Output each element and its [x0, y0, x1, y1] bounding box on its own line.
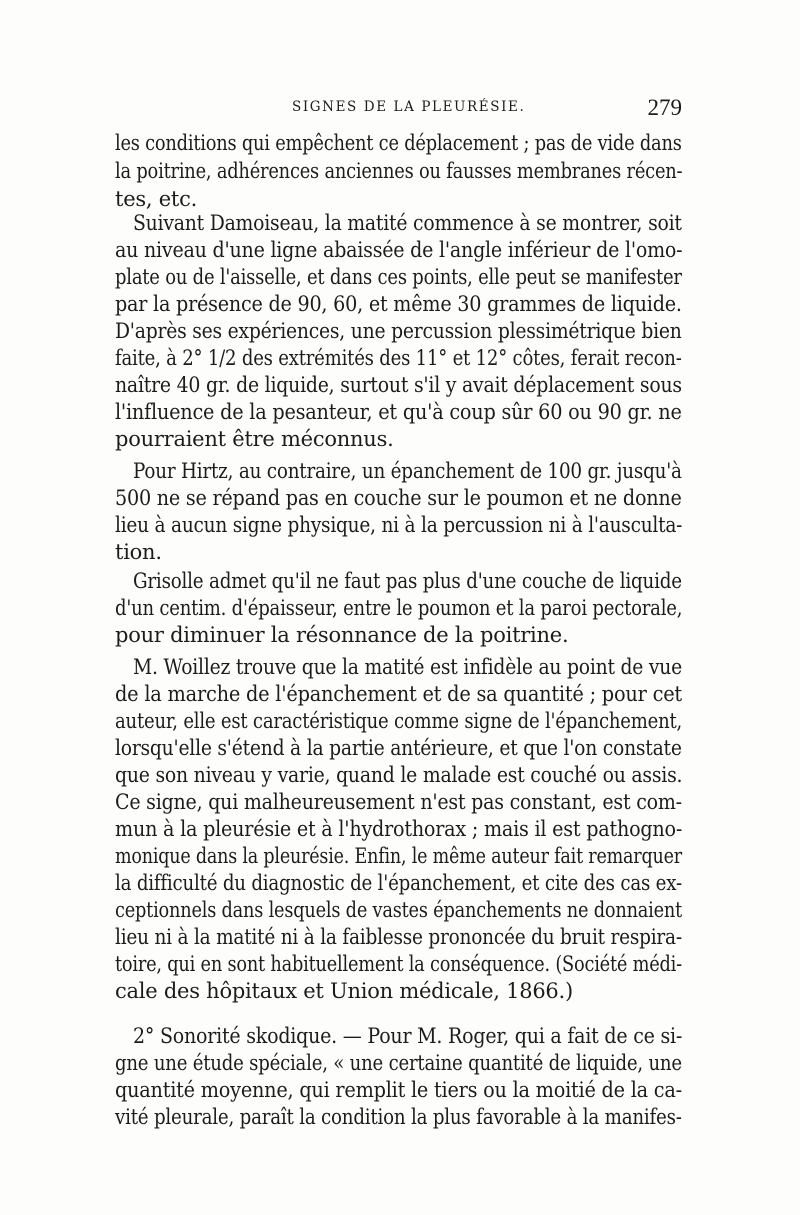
text-line: pourraient être méconnus. — [115, 427, 394, 451]
text-line: l'influence de la pesanteur, et qu'à coup sûr 60 ou 90 gr. ne — [115, 400, 682, 424]
text-line: tion. — [115, 540, 162, 564]
running-title: SIGNES DE LA PLEURÉSIE. — [292, 99, 526, 115]
text-line: plate ou de l'aisselle, et dans ces points, elle peut se manifester — [115, 265, 682, 289]
page-number: 279 — [647, 95, 682, 120]
paragraph-start-line: 2° Sonorité skodique. — Pour M. Roger, qui a fait de ce si- — [133, 1024, 683, 1048]
text-line: gne une étude spéciale, « une certaine quantité de liquide, une — [115, 1051, 682, 1075]
text-line: mun à la pleurésie et à l'hydrothorax ; mais il est pathogno- — [115, 817, 683, 841]
text-line: quantité moyenne, qui remplit le tiers ou la moitié de la ca- — [115, 1078, 682, 1102]
text-line: lieu ni à la matité ni à la faiblesse prononcée du bruit respira- — [115, 925, 682, 949]
text-line: vité pleurale, paraît la condition la plus favorable à la manifes- — [115, 1105, 682, 1129]
text-line: de la marche de l'épanchement et de sa quantité ; pour cet — [115, 682, 682, 706]
text-line: D'après ses expériences, une percussion plessimétrique bien — [115, 319, 682, 343]
text-line: par la présence de 90, 60, et même 30 grammes de liquide. — [115, 292, 682, 316]
paragraph-start-line: M. Woillez trouve que la matité est infidèle au point de vue — [133, 655, 682, 679]
text-line: cale des hôpitaux et Union médicale, 1866.) — [115, 979, 573, 1003]
paragraph-start-line: Grisolle admet qu'il ne faut pas plus d'une couche de liquide — [133, 569, 682, 593]
text-line: la poitrine, adhérences anciennes ou fausses membranes récen- — [115, 159, 683, 183]
text-line: lieu à aucun signe physique, ni à la percussion ni à l'ausculta- — [115, 513, 683, 537]
text-line: que son niveau y varie, quand le malade est couché ou assis. — [115, 763, 683, 787]
paragraph-start-line: Pour Hirtz, au contraire, un épanchement de 100 gr. jusqu'à — [133, 459, 682, 483]
text-line: 500 ne se répand pas en couche sur le poumon et ne donne — [115, 486, 682, 510]
text-line: lorsqu'elle s'étend à la partie antérieure, et que l'on constate — [115, 736, 682, 760]
text-line: faite, à 2° 1/2 des extrémités des 11° et 12° côtes, ferait recon- — [115, 346, 682, 370]
text-line: tes, etc. — [115, 187, 198, 211]
text-line: naître 40 gr. de liquide, surtout s'il y avait déplacement sous — [115, 373, 682, 397]
text-line: d'un centim. d'épaisseur, entre le poumon et la paroi pectorale, — [115, 596, 683, 620]
text-line: les conditions qui empêchent ce déplacement ; pas de vide dans — [115, 131, 682, 155]
paragraph-start-line: Suivant Damoiseau, la matité commence à se montrer, soit — [133, 211, 682, 235]
text-line: Ce signe, qui malheureusement n'est pas constant, est com- — [115, 790, 682, 814]
text-line: auteur, elle est caractéristique comme signe de l'épanchement, — [115, 709, 683, 733]
text-line: pour diminuer la résonnance de la poitrine. — [115, 623, 569, 647]
running-head — [112, 97, 682, 125]
text-line: toire, qui en sont habituellement la conséquence. (Société médi- — [115, 952, 682, 976]
text-line: au niveau d'une ligne abaissée de l'angle inférieur de l'omo- — [115, 238, 683, 262]
text-line: la difficulté du diagnostic de l'épanchement, et cite des cas ex- — [115, 871, 682, 895]
text-line: monique dans la pleurésie. Enfin, le même auteur fait remarquer — [115, 844, 682, 868]
text-line: ceptionnels dans lesquels de vastes épanchements ne donnaient — [115, 898, 683, 922]
